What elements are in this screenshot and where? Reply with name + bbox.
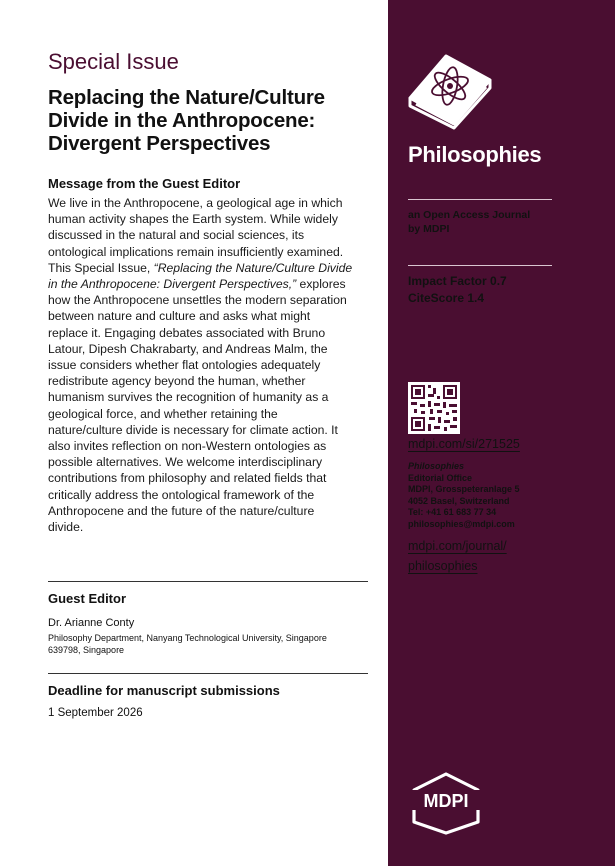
- oa-line: an Open Access Journal: [408, 209, 531, 221]
- message-line: contributions from philosophy and related fields that: [48, 471, 327, 486]
- message-body: [48, 195, 370, 535]
- special-issue-label: Special Issue: [48, 49, 179, 74]
- message-line: issue considers whether flat ontologies adequately: [48, 358, 321, 373]
- message-line: ontological implications remain insufficiently examined.: [48, 244, 344, 259]
- message-line: possible alternatives. We welcome interdisciplinary: [48, 455, 323, 470]
- email-link[interactable]: philosophies@mdpi.com: [408, 518, 515, 529]
- message-line: geological force, and whether retaining the: [48, 406, 278, 421]
- deadline-heading: Deadline for manuscript submissions: [48, 683, 280, 698]
- journal-name: Philosophies: [408, 142, 542, 167]
- journal-link[interactable]: mdpi.com/journal/: [408, 539, 507, 553]
- book-atom-icon: [404, 48, 496, 130]
- message-line: in the Anthropocene: Divergent Perspectives,” explores: [48, 277, 346, 292]
- message-line: human activity shapes the Earth system. While widely: [48, 212, 338, 227]
- editor-affiliation: [48, 633, 368, 656]
- affiliation-line: Philosophy Department, Nanyang Technological University, Singapore: [48, 633, 327, 643]
- title-line: Divergent Perspectives: [48, 132, 271, 155]
- message-line: replace it. Engaging debates associated with Bruno: [48, 325, 326, 340]
- message-line: Anthropocene and the future of the nature/culture: [48, 503, 315, 518]
- message-line: Latour, Dipesh Chakrabarty, and Andreas Malm, the: [48, 341, 328, 356]
- impact-factor: Impact Factor 0.7: [408, 274, 507, 288]
- address-line: 4052 Basel, Switzerland: [408, 495, 510, 506]
- affiliation-line: 639798, Singapore: [48, 644, 125, 655]
- editor-name: Dr. Arianne Conty: [48, 617, 135, 629]
- open-access-note: [408, 208, 558, 236]
- message-heading: Message from the Guest Editor: [48, 176, 241, 191]
- message-line: discussed in the natural and social sciences, its: [48, 228, 305, 243]
- special-issue-link[interactable]: mdpi.com/si/271525: [408, 437, 520, 451]
- section-divider: [48, 673, 368, 674]
- special-issue-title: [48, 86, 368, 155]
- deadline-date: 1 September 2026: [48, 707, 143, 719]
- message-line: humanism survives the recognition of humanity as a: [48, 390, 329, 405]
- section-divider: [48, 581, 368, 582]
- address-line: MDPI, Grosspeteranlage 5: [408, 484, 520, 494]
- message-line: between nature and culture and asks what might: [48, 309, 311, 324]
- editorial-office-address: [408, 461, 520, 530]
- oa-line: by MDPI: [408, 223, 450, 235]
- message-line: critically address the ontological framework of the: [48, 487, 315, 502]
- title-line: Divide in the Anthropocene:: [48, 109, 316, 132]
- message-line: also invites reflection on non-Western ontologies as: [48, 439, 327, 454]
- mdpi-logo-icon: [406, 770, 486, 836]
- title-line: Replacing the Nature/Culture: [48, 86, 325, 109]
- publisher-logo-text: MDPI: [423, 791, 469, 811]
- guest-editor-heading: Guest Editor: [48, 591, 127, 606]
- journal-link[interactable]: philosophies: [408, 559, 478, 573]
- qr-code-icon[interactable]: [408, 382, 460, 434]
- sidebar-divider: [408, 199, 552, 200]
- message-line: redistribute agency beyond the human, whether: [48, 374, 306, 389]
- sidebar-divider: [408, 265, 552, 266]
- message-line: how the Anthropocene unsettles the modern separation: [48, 293, 347, 308]
- citescore: CiteScore 1.4: [408, 291, 485, 305]
- message-line: divide.: [48, 520, 84, 535]
- message-line: This Special Issue, “Replacing the Nature/Culture Divide: [48, 260, 353, 275]
- message-line: nature/culture divide is necessary for climate action. It: [48, 422, 338, 437]
- address-journal: Philosophies: [408, 461, 465, 471]
- address-line: Tel: +41 61 683 77 34: [408, 507, 497, 517]
- address-line: Editorial Office: [408, 472, 473, 483]
- message-line: We live in the Anthropocene, a geological age in which: [48, 196, 343, 210]
